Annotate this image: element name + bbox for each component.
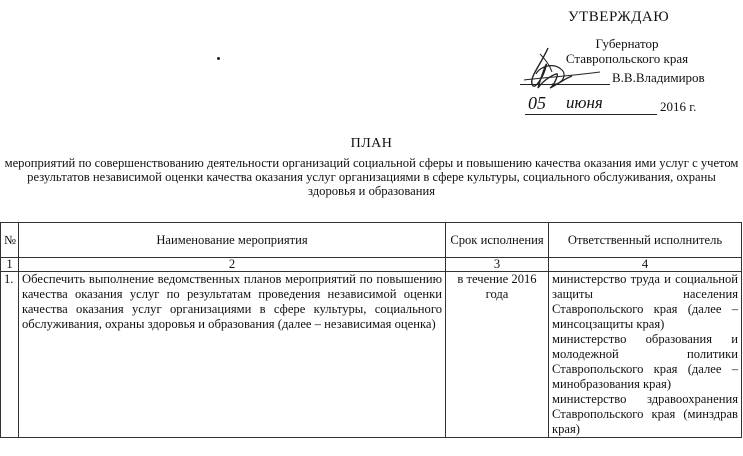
col-header-number: № xyxy=(1,223,19,258)
col-header-activity: Наименование мероприятия xyxy=(19,223,446,258)
approval-position: Губернатор Ставропольского края xyxy=(565,36,689,66)
approval-name: В.В.Владимиров xyxy=(612,70,705,85)
handwritten-signature xyxy=(510,36,620,126)
approval-date-month: июня xyxy=(566,93,603,112)
col-header-responsible: Ответственный исполнитель xyxy=(549,223,742,258)
col-number-2: 2 xyxy=(19,258,446,272)
row-deadline: в течение 2016 года xyxy=(446,272,549,438)
col-number-1: 1 xyxy=(1,258,19,272)
approval-date-day: 05 xyxy=(528,93,546,113)
col-number-3: 3 xyxy=(446,258,549,272)
column-number-row xyxy=(1,258,742,272)
plan-title: ПЛАН xyxy=(350,136,393,151)
responsible-item: министерство образования и молодежной политики Ставропольского края (далее – минобразования края) xyxy=(552,332,738,391)
stray-mark xyxy=(217,57,220,60)
row-number: 1. xyxy=(1,272,19,438)
responsible-item: министерство здравоохранения Ставропольского края (минздрав края) xyxy=(552,392,738,436)
approval-title: УТВЕРЖДАЮ xyxy=(568,9,670,25)
row-responsible xyxy=(549,272,742,438)
col-header-deadline: Срок исполнения xyxy=(446,223,549,258)
col-number-4: 4 xyxy=(549,258,742,272)
table-header-row xyxy=(1,223,742,258)
approval-date-year: 2016 г. xyxy=(660,99,697,114)
plan-table xyxy=(0,222,742,438)
row-activity: Обеспечить выполнение ведомственных планов мероприятий по повышению качества оказания услуг по результатам проведения независимой оценки качества оказания услуг организациями в сфере культуры, социального обслуживания, охраны здоровья и образования (далее – независимая оценка) xyxy=(19,272,446,438)
table-row xyxy=(1,272,742,438)
plan-subtitle: мероприятий по совершенствованию деятельности организаций социальной сферы и повышению качества оказания ими услуг с учетом результатов независимой оценки качества оказания услуг организациями в сфере культуры, социального обслуживания, охраны здоровья и образования xyxy=(4,156,739,198)
responsible-item: министерство труда и социальной защиты населения Ставропольского края (далее – минсоцзащиты края) xyxy=(552,272,738,331)
